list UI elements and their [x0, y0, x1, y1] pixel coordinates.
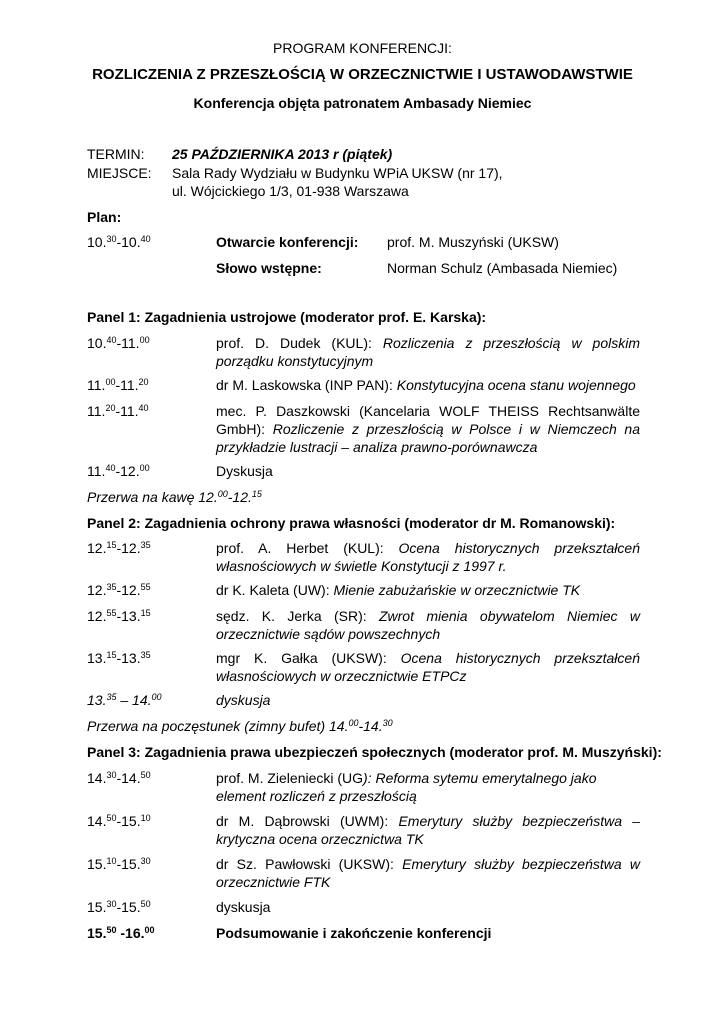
conference-title: ROZLICZENIA Z PRZESZŁOŚCIĄ W ORZECZNICTWIE I USTAWODAWSTWIE [92, 66, 633, 83]
p3-item5-desc: Podsumowanie i zakończenie konferencji [216, 925, 492, 941]
p1-item4-time: 11.40-12.00 [87, 463, 150, 479]
panel1-title: Panel 1: Zagadnienia ustrojowe (moderator prof. E. Karska): [87, 309, 487, 325]
p3-item1-desc: prof. M. Zieleniecki (UG): Reforma sytemu emerytalnego jako element rozliczeń z przeszłością [216, 770, 597, 804]
p2-item1-time: 12.15-12.35 [87, 540, 151, 556]
miejsce-line1: Sala Rady Wydziału w Budynku WPiA UKSW (nr 17), [172, 165, 503, 181]
p2-item1-desc: prof. A. Herbet (KUL): Ocena historycznych przekształceń własnościowych w świetle Konstytucji z 1997 r. [216, 540, 640, 574]
p1-item1-desc: prof. D. Dudek (KUL): Rozliczenia z przeszłością w polskim porządku konstytucyjnym [216, 335, 640, 369]
p2-item2-desc: dr K. Kaleta (UW): Mienie zabużańskie w orzecznictwie TK [216, 582, 581, 598]
p2-item3-desc: sędz. K. Jerka (SR): Zwrot mienia obywatelom Niemiec w orzecznictwie sądów powszechnych [216, 608, 640, 642]
miejsce-label: MIEJSCE: [87, 165, 152, 181]
p3-item2-desc: dr M. Dąbrowski (UWM): Emerytury służby bezpieczeństwa – krytyczna ocena orzecznictwa TK [216, 813, 640, 847]
opening-role: Otwarcie konferencji: [216, 234, 359, 250]
patronage-note: Konferencja objęta patronatem Ambasady Niemiec [193, 95, 532, 111]
miejsce-line2: ul. Wójcickiego 1/3, 01-938 Warszawa [172, 183, 409, 199]
program-label: PROGRAM KONFERENCJI: [273, 40, 452, 56]
p1-item1-time: 10.40-11.00 [87, 335, 150, 351]
opening-time: 10.30-10.40 [87, 234, 151, 250]
termin-label: TERMIN: [87, 146, 145, 162]
p3-item4-time: 15.30-15.50 [87, 899, 151, 915]
panel3-title: Panel 3: Zagadnienia prawa ubezpieczeń społecznych (moderator prof. M. Muszyński): [87, 744, 662, 760]
p2-item4-desc: mgr K. Gałka (UKSW): Ocena historycznych przekształceń własnościowych w orzecznictwie ETPCz [216, 650, 640, 684]
p3-item2-time: 14.50-15.10 [87, 813, 151, 829]
p3-item3-desc: dr Sz. Pawłowski (UKSW): Emerytury służby bezpieczeństwa w orzecznictwie FTK [216, 856, 640, 890]
p3-item4-desc: dyskusja [216, 899, 271, 915]
plan-label: Plan: [87, 209, 122, 225]
p2-item3-time: 12.55-13.15 [87, 608, 151, 624]
p1-item4-desc: Dyskusja [216, 463, 273, 479]
p1-item3-desc: mec. P. Daszkowski (Kancelaria WOLF THEISS Rechtsanwälte GmbH): Rozliczenie z przeszłością w Polsce i w Niemczech na przykładzie lustracji – analiza prawno-porównawcza [216, 403, 641, 455]
p2-item2-time: 12.35-12.55 [87, 582, 151, 598]
p3-item5-time: 15.50 -16.00 [87, 925, 155, 941]
p1-item2-desc: dr M. Laskowska (INP PAN): Konstytucyjna ocena stanu wojennego [216, 377, 636, 393]
p1-item3-time: 11.20-11.40 [87, 403, 149, 419]
lunch-break: Przerwa na poczęstunek (zimny bufet) 14.00-14.30 [87, 718, 393, 734]
p2-item4-time: 13.15-13.35 [87, 650, 151, 666]
termin-value: 25 PAŹDZIERNIKA 2013 r (piątek) [172, 146, 393, 162]
panel2-title: Panel 2: Zagadnienia ochrony prawa własności (moderator dr M. Romanowski): [87, 515, 616, 531]
coffee-break: Przerwa na kawę 12.00-12.15 [87, 489, 262, 505]
p2-item5-time: 13.35 – 14.00 [87, 692, 162, 708]
p3-item1-time: 14.30-14.50 [87, 770, 151, 786]
welcome-person: Norman Schulz (Ambasada Niemiec) [387, 260, 618, 276]
p3-item3-time: 15.10-15.30 [87, 856, 151, 872]
opening-person: prof. M. Muszyński (UKSW) [387, 234, 559, 250]
welcome-role: Słowo wstępne: [216, 260, 322, 276]
p2-item5-desc: dyskusja [216, 692, 271, 708]
p1-item2-time: 11.00-11.20 [87, 377, 149, 393]
